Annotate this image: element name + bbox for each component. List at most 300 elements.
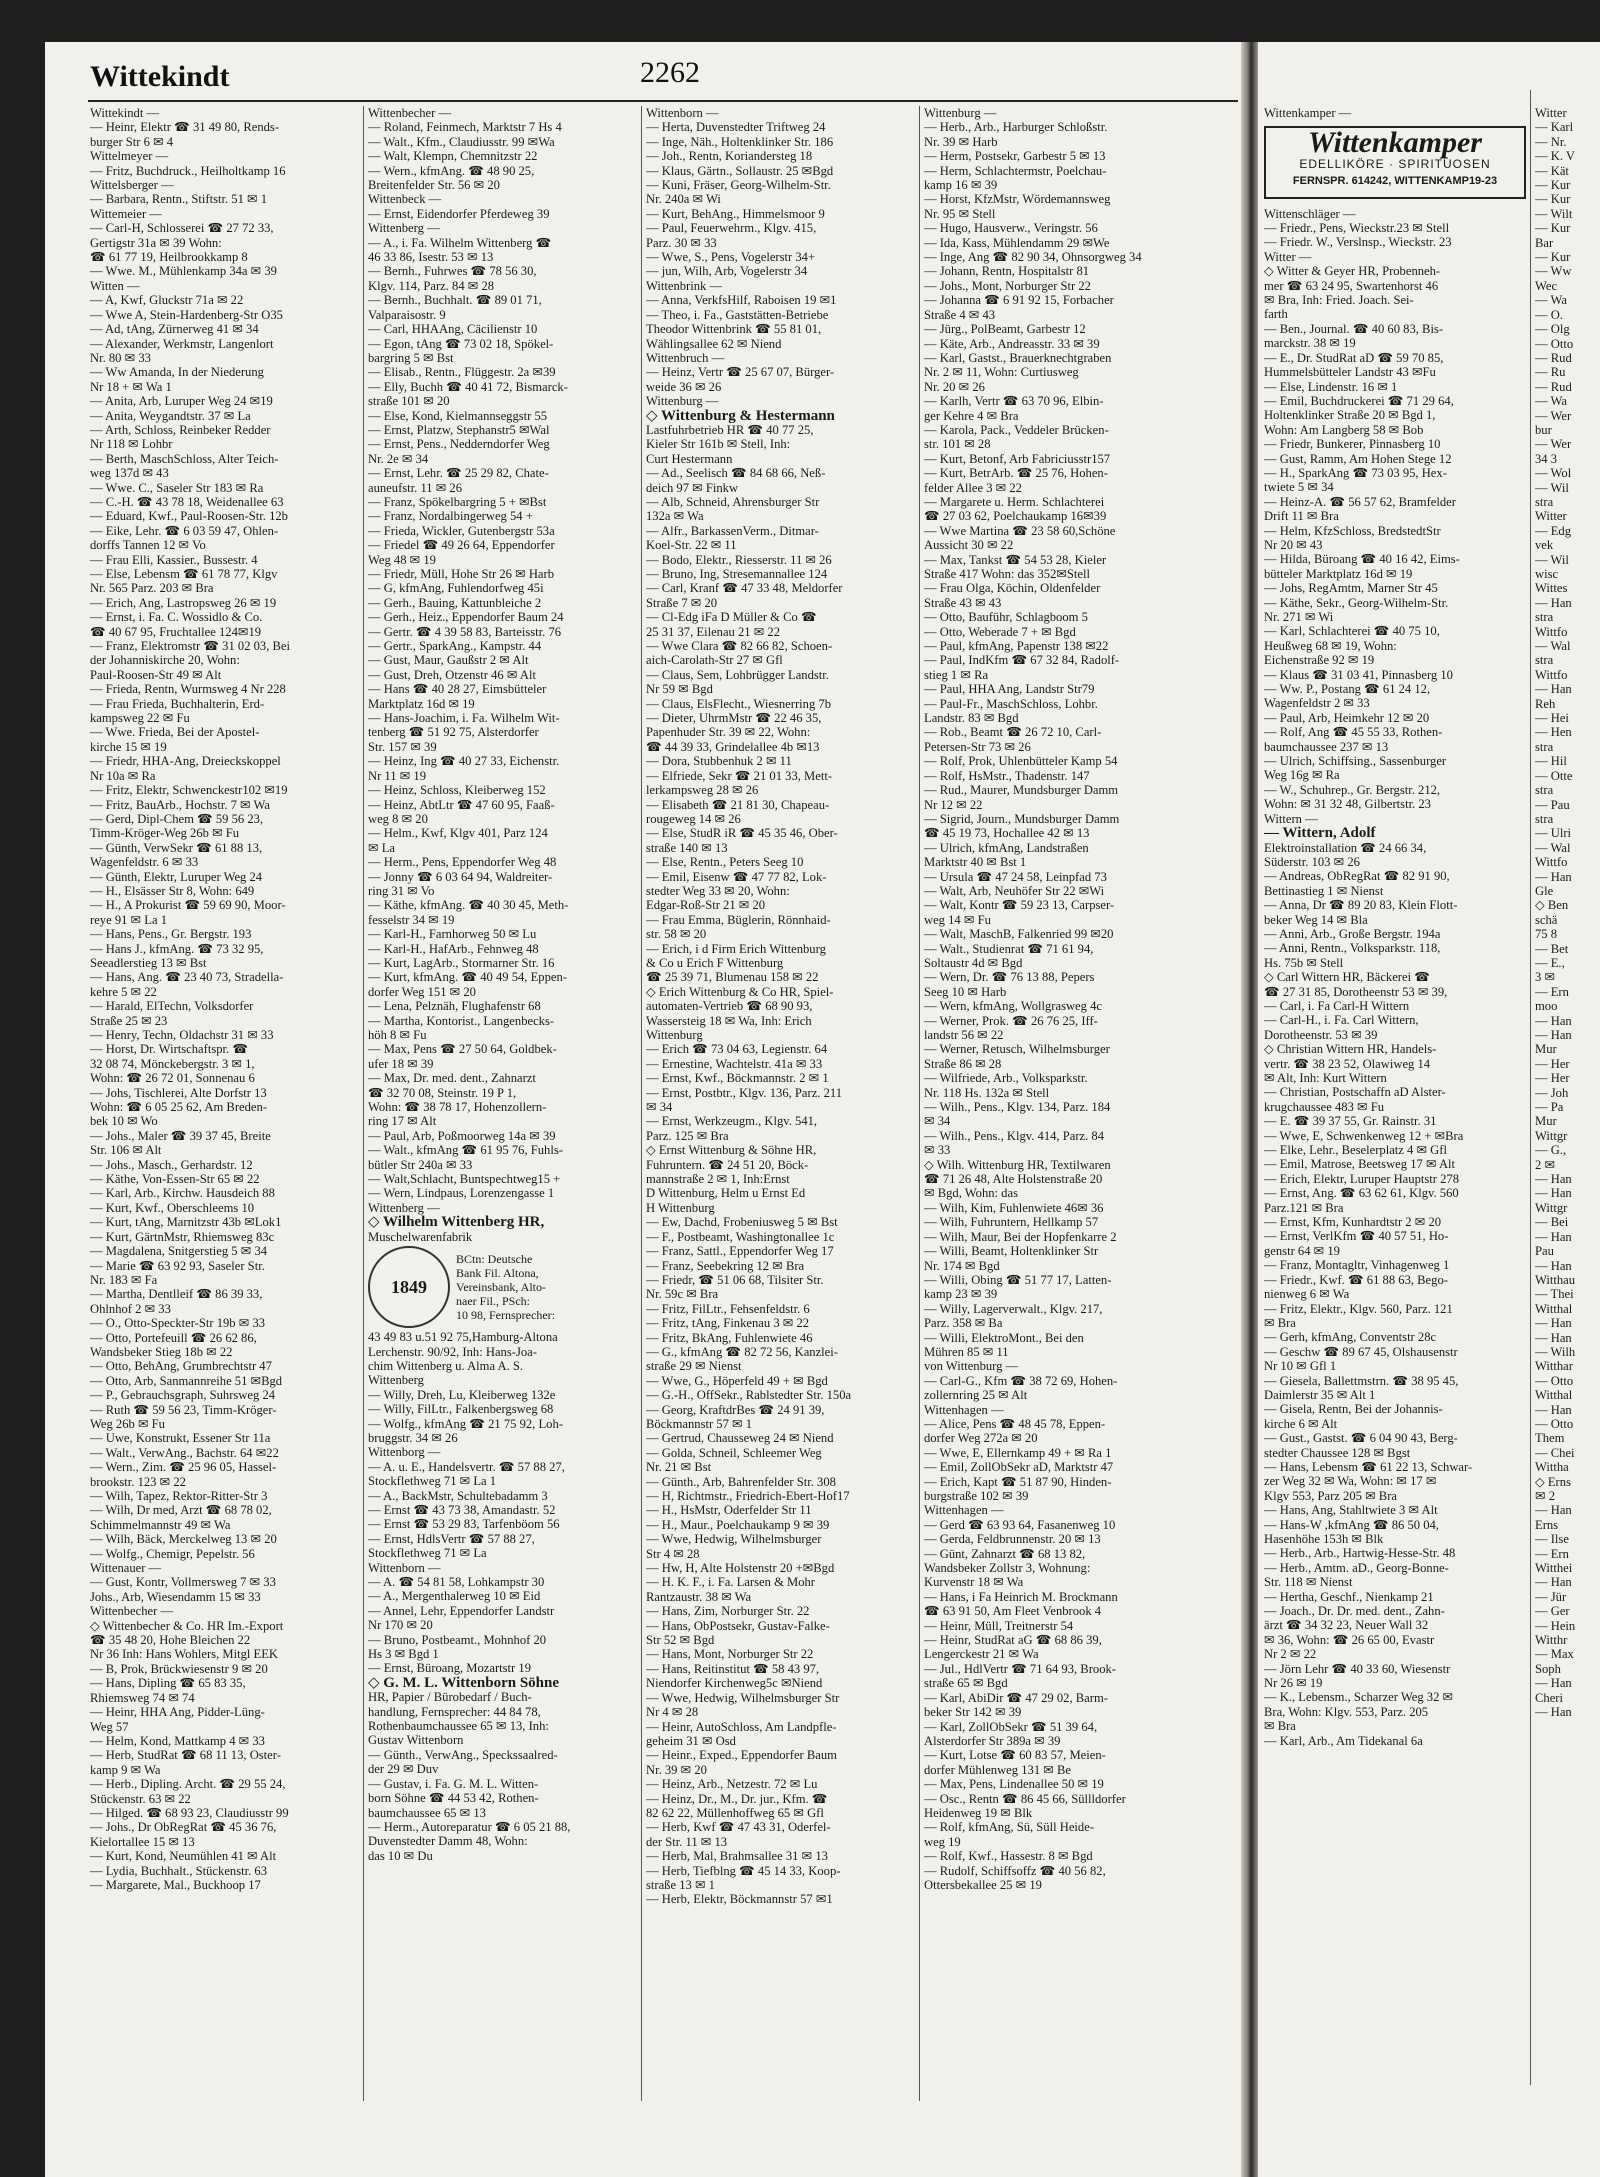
directory-entry-line: — Ida, Kass, Mühlendamm 29 ✉We [924,235,1110,250]
directory-entry-line: fesselstr 34 ✉ 19 [368,912,455,927]
directory-entry-line: — Carl-H., i. Fa. Carl Wittern, [1264,1013,1419,1028]
directory-entry-line: — Wilh, Tapez, Rektor-Ritter-Str 3 [90,1489,268,1503]
directory-entry-line: — Heinz, Arb., Netzestr. 72 ✉ Lu [646,1777,818,1792]
directory-entry-line: Weg 26b ✉ Fu [90,1416,165,1431]
directory-entry-line: — Gertr. ☎ 4 39 58 83, Barteisstr. 76 [368,624,562,639]
directory-entry-line: ärzt ☎ 34 32 23, Neuer Wall 32 [1264,1618,1429,1633]
directory-entry-line: Reh [1535,696,1556,711]
directory-entry-line: Seeadlerstieg 13 ✉ Bst [90,955,207,970]
directory-entry-line: — Friedr., Pens, Wieckstr.23 ✉ Stell [1264,221,1450,236]
directory-entry-line: — Paul, kfmAng, Papenstr 138 ✉22 [924,639,1109,654]
directory-entry-line: — Kurt, Kwf., Oberschleems 10 [90,1200,255,1215]
directory-entry-line: — Gertrud, Chausseweg 24 ✉ Niend [646,1431,834,1446]
directory-entry-line: — Friedr., Kwf. ☎ 61 88 63, Bego- [1264,1272,1448,1287]
directory-entry-line: — Wern, kfmAng, Wollgrasweg 4c [924,999,1102,1014]
directory-entry-line: — K., Lebensm., Scharzer Weg 32 ✉ [1264,1690,1454,1705]
directory-entry-line: — Walt, Klempn, Chemnitzstr 22 [368,149,538,164]
directory-entry-line: Kieler Str 161b ✉ Stell, Inh: [646,437,791,452]
directory-entry-line: ger Kehre 4 ✉ Bra [924,408,1019,423]
directory-entry-line: — Hans, ObPostsekr, Gustav-Falke- [646,1618,830,1633]
directory-entry-line: ✉ 2 [1535,1489,1555,1503]
directory-entry-line: — Wittern, Adolf [1264,826,1376,841]
directory-entry-line: — Rolf, Kwf., Hassestr. 8 ✉ Bgd [924,1849,1093,1864]
directory-entry-line: Straße 7 ✉ 20 [646,595,718,610]
directory-entry-line: 43 49 83 u.51 92 75,Hamburg-Altona [368,1330,558,1345]
directory-entry-line: ◇ Erns [1535,1474,1571,1489]
directory-entry-line: Wittfo [1535,624,1568,639]
ad-logo: Wittenkamper [1308,126,1482,160]
directory-entry-line: — Gust, Dreh, Otzenstr 46 ✉ Alt [368,667,536,682]
directory-entry-line: — Gerh., Heiz., Eppendorfer Baum 24 [368,610,564,625]
directory-entry-line: Wagenfeldstr 2 ✉ 33 [1264,696,1370,711]
directory-entry-line: rougeweg 14 ✉ 26 [646,811,741,826]
directory-entry-line: — Ernst, Ang. ☎ 63 62 61, Klgv. 560 [1264,1186,1459,1201]
directory-entry-line: Str. 118 ✉ Nienst [1264,1575,1353,1590]
directory-entry-line: — Emil, Buchdruckerei ☎ 71 29 64, [1264,393,1454,408]
directory-entry-line: — Franz, Nordalbingerweg 54 + [368,509,533,524]
directory-entry-line: — Han [1535,1028,1572,1042]
directory-entry-line: — Ulrich, Schiffsing., Sassenburger [1264,754,1447,769]
directory-entry-line: farth [1264,307,1288,322]
directory-entry-line: — Carl, Kranf ☎ 47 33 48, Meldorfer [646,581,843,596]
directory-entry-line: — Otto, Portefeuill ☎ 26 62 86, [90,1330,257,1345]
directory-entry-line: — H., HsMstr, Oderfelder Str 11 [646,1503,812,1518]
directory-entry-line: — Wa [1535,293,1567,308]
directory-entry-line: Heußweg 68 ✉ 19, Wohn: [1264,638,1397,653]
directory-entry-line: — Herm., Autoreparatur ☎ 6 05 21 88, [368,1819,571,1834]
directory-entry-line: born Söhne ☎ 44 53 42, Rothen- [368,1791,539,1806]
directory-entry-line: — Ulrich, kfmAng, Landstraßen [924,840,1089,855]
directory-entry-line: ✉ Bra [1264,1719,1296,1734]
directory-entry-line: — Kur [1535,192,1571,207]
directory-entry-line: Wittenschläger — [1264,206,1356,221]
directory-entry-line: bütteler Marktplatz 16d ✉ 19 [1264,566,1413,581]
directory-entry-line: — Andreas, ObRegRat ☎ 82 91 90, [1264,869,1450,884]
directory-entry-line: — Heinr., Exped., Eppendorfer Baum [646,1748,837,1763]
directory-entry-line: — Hertha, Geschf., Nienkamp 21 [1264,1589,1434,1604]
directory-entry-line: — Ruth ☎ 59 56 23, Timm-Kröger- [90,1402,277,1417]
directory-entry-line: — Wal [1535,840,1571,855]
directory-entry-line: — Herb, Mal, Brahmsallee 31 ✉ 13 [646,1849,828,1864]
directory-entry-line: — Franz, Seebekring 12 ✉ Bra [646,1258,805,1273]
directory-entry-line: 34 3 [1535,451,1558,466]
directory-entry-line: — Wwe, Hedwig, Wilhelmsburger Str [646,1690,840,1705]
directory-entry-line: — Hans, Mont, Norburger Str 22 [646,1647,814,1662]
directory-entry-line: — Bei [1535,1215,1569,1230]
directory-entry-line: — Henry, Techn, Oldachstr 31 ✉ 33 [90,1028,274,1042]
directory-entry-line: — Alb, Schneid, Ahrensburger Str [646,494,820,509]
directory-entry-line: — Otto [1535,1416,1574,1431]
directory-entry-line: von Wittenburg — [924,1359,1019,1374]
directory-entry-line: — Paul, Arb, Poßmoorweg 14a ✉ 39 [368,1128,556,1143]
directory-entry-line: Niendorfer Kirchenweg5c ✉Niend [646,1676,823,1691]
directory-entry-line: — Herb, Kwf ☎ 47 43 31, Oderfel- [646,1820,831,1835]
directory-entry-line: — Otto, Weberade 7 + ✉ Bgd [924,624,1076,639]
directory-entry-line: deich 97 ✉ Finkw [646,480,739,495]
directory-entry-line: Witthei [1535,1561,1573,1576]
directory-entry-line: str. 58 ✉ 20 [646,927,707,942]
directory-entry-line: — Ern [1535,1546,1569,1561]
directory-entry-line: — Hans, Zim, Norburger Str. 22 [646,1604,810,1619]
directory-entry-line: — Fritz, tAng, Finkenau 3 ✉ 22 [646,1316,810,1331]
directory-entry-line: — Elisabeth ☎ 21 81 30, Chapeau- [646,797,830,812]
directory-entry-line: stra [1535,494,1554,509]
directory-entry-line: Bar [1535,235,1554,250]
directory-entry-line: Heidenweg 19 ✉ Blk [924,1805,1033,1820]
directory-entry-line: — Gerh, kfmAng, Conventstr 28c [1264,1330,1437,1345]
directory-entry-line: — Ernst, Platzw, Stephanstr5 ✉Wal [368,422,550,437]
directory-entry-line: Wittenhagen — [924,1503,1004,1518]
directory-entry-line: felder Allee 3 ✉ 22 [924,480,1022,495]
directory-entry-line: — Hilged. ☎ 68 93 23, Claudiusstr 99 [90,1805,289,1820]
directory-entry-line: — Franz, Montagltr, Vinhagenweg 1 [1264,1258,1450,1273]
directory-entry-line: — Ern [1535,984,1569,999]
directory-entry-line: — Gertr., SparkAng., Kampstr. 44 [368,639,542,654]
directory-entry-line: — Alice, Pens ☎ 48 45 78, Eppen- [924,1416,1106,1431]
directory-column-5 [1264,106,1526,1748]
directory-entry-line: — Kurt, Betonf, Arb Fabriciusstr157 [924,451,1111,466]
directory-entry-line: — Ernst, Büroang, Mozartstr 19 [368,1661,531,1676]
directory-entry-line: — Wwe, E, Ellernkamp 49 + ✉ Ra 1 [924,1445,1112,1460]
directory-entry-line: — Sigrid, Journ., Mundsburger Damm [924,811,1120,826]
directory-entry-line: Nr. 183 ✉ Fa [90,1272,158,1287]
directory-entry-line: dorfer Mühlenweg 131 ✉ Be [924,1762,1071,1777]
directory-entry-line: — Ernst, i. Fa. C. Wossidlo & Co. [90,610,263,625]
page-header-title: Wittekindt [90,60,230,93]
directory-entry-line: — Bruno, Postbeamt., Mohnhof 20 [368,1632,547,1647]
directory-entry-line: straße 13 ✉ 1 [646,1877,715,1892]
directory-entry-line: — E., [1535,955,1565,970]
directory-entry-line: ◇ Wittenburg & Hestermann [646,408,835,423]
directory-entry-line: — Gust, Maur, Gaußstr 2 ✉ Alt [368,653,529,668]
directory-entry-line: — Hans, Lebensm ☎ 61 22 13, Schwar- [1264,1459,1473,1474]
directory-entry-line: — G, kfmAng, Fuhlendorfweg 45i [368,581,544,596]
directory-entry-line: Ohlnhof 2 ✉ 33 [90,1301,171,1316]
directory-entry-line: kirche 15 ✉ 19 [90,739,167,754]
directory-entry-line: — Martha, Kontorist., Langenbecks- [368,1013,555,1028]
directory-entry-line: 25 31 37, Eilenau 21 ✉ 22 [646,624,781,639]
directory-entry-line: — Herb, StudRat ☎ 68 11 13, Oster- [90,1748,281,1763]
directory-entry-line: 132a ✉ Wa [646,509,704,524]
directory-entry-line: Wittgr [1535,1128,1568,1143]
directory-entry-line: ◇ Witter & Geyer HR, Probenneh- [1264,264,1441,279]
directory-entry-line: — Walt., VerwAng., Bachstr. 64 ✉22 [90,1445,279,1460]
directory-entry-line: bargring 5 ✉ Bst [368,350,454,365]
directory-entry-line: — Anna, Dr ☎ 89 20 83, Klein Flott- [1264,898,1458,913]
directory-entry-line: chim Wittenberg u. Alma A. S. [368,1358,524,1373]
directory-entry-line: Weg 48 ✉ 19 [368,552,436,567]
directory-entry-line: — Christian, Postschaffn aD Alster- [1264,1085,1446,1100]
directory-entry-line: — Paul, Feuerwehrm., Klgv. 415, [646,221,817,236]
book-gutter [1241,42,1258,2177]
directory-entry-line: zollernring 25 ✉ Alt [924,1388,1028,1403]
directory-entry-line: Nr 12 ✉ 22 [924,797,983,812]
directory-entry-line: Paul-Roosen-Str 49 ✉ Alt [90,667,222,682]
directory-entry-line: — Karl, Schlachterei ☎ 40 75 10, [1264,624,1440,639]
directory-entry-line: — Hans ☎ 40 28 27, Eimsbütteler [368,682,547,697]
directory-entry-line: — Wilh, Fuhruntern, Hellkamp 57 [924,1215,1099,1230]
directory-entry-line: — Theo, i. Fa., Gaststätten-Betriebe [646,307,829,322]
directory-entry-line: Soph [1535,1661,1561,1676]
directory-entry-line: Nr. 39 ✉ Harb [924,134,998,149]
directory-entry-line: — Ernst, VerlKfm ☎ 40 57 51, Ho- [1264,1229,1449,1244]
directory-entry-line: straße 140 ✉ 13 [646,840,728,855]
directory-entry-line: — Günth, Elektr, Luruper Weg 24 [90,869,263,884]
directory-entry-line: Ottersbekallee 25 ✉ 19 [924,1877,1042,1892]
header-rule [88,100,1238,102]
directory-entry-line: der Johanniskirche 20, Wohn: [90,653,240,668]
directory-entry-line: — Frau Elli, Kassier., Bussestr. 4 [90,552,258,567]
directory-entry-line: — Günt, Zahnarzt ☎ 68 13 82, [924,1546,1086,1561]
directory-entry-line: Wittgr [1535,1200,1568,1215]
directory-entry-line: ◇ Wittenbecher & Co. HR Im.-Export [90,1618,284,1633]
directory-entry-line: Daimlerstr 35 ✉ Alt 1 [1264,1387,1376,1402]
directory-entry-line: Wittenburg [646,1028,703,1042]
directory-column-3 [646,106,914,1907]
directory-entry-line: — Golda, Schneil, Schleemer Weg [646,1445,822,1460]
directory-entry-line: Wittenburg — [646,394,719,409]
directory-entry-line: — Herta, Duvenstedter Triftweg 24 [646,120,826,135]
directory-entry-line: ☎ 45 19 73, Hochallee 42 ✉ 13 [924,826,1090,841]
directory-entry-line: kamp 9 ✉ Wa [90,1762,161,1777]
directory-entry-line: ☎ 61 77 19, Heilbrookkamp 8 [90,250,248,265]
directory-entry-line: — Karl, Arb., Kirchw. Hausdeich 88 [90,1186,275,1201]
directory-entry-line: — Herb., Amtm. aD., Georg-Bonne- [1264,1560,1449,1575]
directory-entry-line: — Margarete, Mal., Buckhoop 17 [90,1877,261,1892]
directory-entry-line: Wittemeier — [90,206,162,221]
directory-entry-line: — Edg [1535,523,1572,538]
directory-entry-line: — Erich, Kapt ☎ 51 87 90, Hinden- [924,1474,1112,1489]
directory-entry-line: Parz. 125 ✉ Bra [646,1128,729,1143]
directory-entry-line: Erns [1535,1517,1559,1532]
directory-entry-line: — Joh [1535,1085,1569,1100]
directory-entry-line: 2 ✉ [1535,1157,1555,1172]
directory-entry-line: Witter [1535,106,1567,120]
directory-entry-line: — Friedel ☎ 49 26 64, Eppendorfer [368,538,555,553]
directory-entry-line: — Max, Tankst ☎ 54 53 28, Kieler [924,552,1107,567]
directory-entry-line: Nr. 2e ✉ 34 [368,451,429,466]
directory-entry-line: — Wwe. M., Mühlenkamp 34a ✉ 39 [90,264,277,279]
directory-entry-line: — Friedr, Müll, Hohe Str 26 ✉ Harb [368,567,554,581]
directory-entry-line: landstr 56 ✉ 22 [924,1028,1004,1042]
directory-entry-line: Nr 20 ✉ 43 [1264,537,1323,552]
directory-entry-line: — A. u. E., Handelsvertr. ☎ 57 88 27, [368,1459,565,1474]
directory-entry-line: — Heinr, AutoSchloss, Am Landpfle- [646,1719,837,1734]
directory-entry-line: Klgv 553, Parz 205 ✉ Bra [1264,1488,1397,1503]
directory-entry-line: Straße 43 ✉ 43 [924,595,1002,610]
directory-entry-line: Wittfo [1535,667,1568,682]
directory-entry-line: reye 91 ✉ La 1 [90,912,167,927]
directory-entry-line: — Erich, i d Firm Erich Wittenburg [646,941,826,956]
directory-entry-line: — Carl-G., Kfm ☎ 38 72 69, Hohen- [924,1373,1118,1388]
directory-entry-line: Johs., Arb, Wiesendamm 15 ✉ 33 [90,1589,261,1604]
directory-entry-line: Nr. 80 ✉ 33 [90,350,151,365]
directory-entry-line: Gle [1535,883,1554,898]
directory-entry-line: kampsweg 22 ✉ Fu [90,711,190,726]
directory-entry-line: ☎ 32 70 08, Steinstr. 19 P 1, [368,1085,517,1100]
directory-entry-line: Wittenbruch — [646,350,725,365]
directory-entry-line: Nr 36 Inh: Hans Wohlers, Mitgl EEK [90,1647,278,1662]
directory-entry-line: — Wern, Lindpaus, Lorenzengasse 1 [368,1186,555,1201]
directory-entry-line: Wittha [1535,1460,1569,1475]
directory-entry-line: Hummelsbütteler Landstr 43 ✉Fu [1264,365,1436,380]
directory-entry-line: kirche 6 ✉ Alt [1264,1416,1338,1431]
directory-entry-line: — Max [1535,1647,1574,1662]
directory-entry-line: — Han [1535,1676,1572,1691]
directory-entry-line: — Wwe. C., Saseler Str 183 ✉ Ra [90,480,264,495]
directory-entry-line: Nr 118 ✉ Lohbr [90,437,173,452]
directory-entry-line: ☎ 27 03 62, Poelchaukamp 16✉39 [924,509,1107,524]
directory-entry-line: — Geschw ☎ 89 67 45, Olshausenstr [1264,1344,1458,1359]
directory-entry-line: — Else, Lebensm ☎ 61 78 77, Klgv [90,567,278,581]
directory-entry-line: — Ru [1535,365,1566,380]
directory-entry-line: — Egon, tAng ☎ 73 02 18, Spökel- [368,336,554,351]
directory-entry-line: twiete 5 ✉ 34 [1264,480,1334,495]
directory-entry-line: Wittfo [1535,855,1568,870]
directory-entry-line: — Johs., Maler ☎ 39 37 45, Breite [90,1128,271,1143]
directory-entry-line: Rantzaustr. 38 ✉ Wa [646,1589,752,1604]
directory-entry-line: Straße 417 Wohn: das 352✉Stell [924,567,1091,581]
directory-entry-line: weg 14 ✉ Fu [924,912,991,927]
directory-entry-line: — Rud [1535,379,1572,394]
directory-entry-line: dorffs Tannen 12 ✉ Vo [90,538,206,553]
directory-entry-line: — Johs., Masch., Gerhardstr. 12 [90,1157,253,1172]
directory-entry-line: — Fritz, BauArb., Hochstr. 7 ✉ Wa [90,797,271,812]
directory-entry-line: Rhiemsweg 74 ✉ 74 [90,1690,195,1705]
directory-entry-line: ☎ 71 26 48, Alte Holstenstraße 20 [924,1172,1103,1187]
directory-entry-line: — Emil, ZollObSekr aD, Marktstr 47 [924,1460,1114,1475]
directory-entry-line: — Käthe, Sekr., Georg-Wilhelm-Str. [1264,595,1449,610]
directory-entry-line: — Fritz, Buchdruck., Heilholtkamp 16 [90,163,286,178]
directory-entry-line: HR, Papier / Bürobedarf / Buch- [368,1690,532,1705]
directory-entry-line: vertr. ☎ 38 23 52, Olawiweg 14 [1264,1056,1431,1071]
directory-entry-line: marckstr. 38 ✉ 19 [1264,336,1356,351]
directory-entry-line: Aussicht 30 ✉ 22 [924,538,1014,553]
directory-entry-line: — Ben., Journal. ☎ 40 60 83, Bis- [1264,321,1444,336]
directory-entry-line: — Hans, Ang, Stahltwiete 3 ✉ Alt [1264,1503,1438,1518]
directory-entry-line: — Heinr, Müll, Treitnerstr 54 [924,1618,1074,1633]
directory-entry-line: — Anita, Arb, Luruper Weg 24 ✉19 [90,394,273,409]
directory-entry-line: — Kurt, Kond, Neumühlen 41 ✉ Alt [90,1849,277,1864]
directory-entry-line: Wohn: Am Langberg 58 ✉ Bob [1264,422,1424,437]
directory-entry-line: Gustav Wittenborn [368,1733,464,1748]
directory-entry-line: — Else, Rentn., Peters Seeg 10 [646,855,804,870]
directory-entry-line: tenberg ☎ 51 92 75, Alsterdorfer [368,725,539,740]
directory-entry-line: der Str. 11 ✉ 13 [646,1834,728,1849]
directory-entry-line: Weg 16g ✉ Ra [1264,768,1340,783]
directory-entry-line: — Berth, MaschSchloss, Alter Teich- [90,451,279,466]
directory-entry-line: vek [1535,538,1554,553]
directory-entry-line: — Marie ☎ 63 92 93, Saseler Str. [90,1258,265,1273]
directory-entry-line: — Otto, Bauführ, Schlagboom 5 [924,610,1088,625]
directory-entry-line: — Gerd ☎ 63 93 64, Fasanenweg 10 [924,1517,1116,1532]
directory-entry-line: ☎ 40 67 95, Fruchtallee 124✉19 [90,624,262,639]
directory-entry-line: Wittenbecher — [368,106,452,120]
directory-entry-line: — Hil [1535,754,1567,769]
directory-entry-line: — Bruno, Ing, Stresemannallee 124 [646,567,828,581]
directory-entry-line: Nr. 565 Parz. 203 ✉ Bra [90,581,214,596]
directory-entry-line: — Kurt, Lotse ☎ 60 83 57, Meien- [924,1748,1106,1763]
company-seal-block [368,1246,636,1328]
directory-entry-line: — Her [1535,1071,1570,1086]
directory-entry-line: — Horst, Dr. Wirtschaftspr. ☎ [90,1042,249,1057]
directory-entry-line: stedter Chaussee 128 ✉ Bgst [1264,1445,1411,1460]
directory-entry-line: — Karola, Pack., Veddeler Brücken- [924,422,1109,437]
directory-entry-line: weg 19 [924,1834,961,1849]
directory-entry-line: — Wol [1535,466,1572,481]
directory-entry-line: — Franz, Sattl., Eppendorfer Weg 17 [646,1244,834,1259]
directory-entry-line: ufer 18 ✉ 39 [368,1056,434,1071]
directory-entry-line: Kielortallee 15 ✉ 13 [90,1834,195,1849]
directory-entry-line: ✉ 34 [646,1100,673,1115]
directory-entry-line: Elektroinstallation ☎ 24 66 34, [1264,840,1427,855]
directory-entry-line: — Emil, Eisenw ☎ 47 77 82, Lok- [646,869,827,884]
directory-entry-line: schä [1535,912,1558,927]
directory-entry-line: wisc [1535,567,1559,581]
directory-entry-line: mannstraße 2 ✉ 1, Inh:Ernst [646,1172,790,1187]
directory-entry-line: Nr. 2 ✉ 11, Wohn: Curtiusweg [924,365,1079,380]
directory-entry-line: burger Str 6 ✉ 4 [90,134,174,149]
directory-entry-line: 82 62 22, Müllenhoffweg 65 ✉ Gfl [646,1805,824,1820]
directory-entry-line: — Wwe, Hedwig, Wilhelmsburger [646,1532,822,1547]
directory-entry-line: — A. ☎ 54 81 58, Lohkampstr 30 [368,1575,545,1589]
directory-entry-line: — Heinz, Ing ☎ 40 27 33, Eichenstr. [368,754,560,769]
directory-entry-line: Nr. 174 ✉ Bgd [924,1258,1000,1273]
directory-entry-line: — Emil, Matrose, Beetsweg 17 ✉ Alt [1264,1157,1456,1172]
ad-tagline: EDELLIKÖRE · SPIRITUOSEN [1299,156,1491,171]
directory-entry-line: — F., Postbeamt, Washingtonallee 1c [646,1229,835,1244]
directory-entry-line: Wittenburg — [924,106,997,120]
directory-entry-line: Kurvenstr 18 ✉ Wa [924,1575,1024,1590]
directory-entry-line: Schimmelmannstr 49 ✉ Wa [90,1517,231,1532]
directory-entry-line: automaten-Vertrieb ☎ 68 90 93, [646,999,813,1014]
directory-entry-line: — Arth, Schloss, Reinbeker Redder [90,422,271,437]
directory-entry-line: — P., Gebrauchsgraph, Suhrsweg 24 [90,1388,276,1403]
directory-entry-line: Wittenauer — [90,1561,162,1576]
directory-entry-line: — Elke, Lehr., Beselerplatz 4 ✉ Gfl [1264,1143,1447,1158]
directory-entry-line: — H., Elsässer Str 8, Wohn: 649 [90,883,255,898]
directory-entry-line: — Paul, Arb, Heimkehr 12 ✉ 20 [1264,710,1430,725]
directory-entry-line: — Chei [1535,1445,1575,1460]
directory-entry-line: — Wer [1535,408,1572,423]
directory-entry-line: aich-Carolath-Str 27 ✉ Gfl [646,653,783,668]
directory-entry-line: Witthal [1535,1388,1573,1403]
directory-entry-line: — Han [1535,1229,1572,1244]
directory-entry-line: 3 ✉ [1535,970,1555,985]
directory-entry-line: — Ww. P., Postang ☎ 61 24 12, [1264,682,1431,697]
directory-entry-line: — Dora, Stubbenhuk 2 ✉ 11 [646,754,792,769]
directory-entry-line: — Kurt, BehAng., Himmelsmoor 9 [646,206,825,221]
directory-entry-line: ☎ 63 91 50, Am Fleet Venbrook 4 [924,1604,1102,1619]
directory-entry-line: — Bernh., Fuhrwes ☎ 78 56 30, [368,264,537,279]
column-divider [641,106,642,2101]
directory-entry-line: Landstr. 83 ✉ Bgd [924,711,1019,726]
directory-entry-line: — Wilh, Maur, Bei der Hopfenkarre 2 [924,1229,1117,1244]
directory-entry-line: — Bernh., Buchhalt. ☎ 89 01 71, [368,293,542,308]
directory-entry-line: — Rudolf, Schiffsoffz ☎ 40 56 82, [924,1863,1106,1878]
directory-entry-line: — Hans-W ,kfmAng ☎ 86 50 04, [1264,1517,1439,1532]
directory-entry-line: — Willi, Beamt, Holtenklinker Str [924,1244,1099,1259]
directory-entry-line: Witter [1535,509,1567,524]
directory-entry-line: — Jürg., PolBeamt, Garbestr 12 [924,322,1086,337]
directory-entry-line: Marktstr 40 ✉ Bst 1 [924,855,1027,870]
directory-entry-line: D Wittenburg, Helm u Ernst Ed [646,1186,806,1201]
directory-entry-line: — Walt,Schlacht, Buntspechtweg15 + [368,1172,561,1187]
directory-entry-line: — Wilh., Pens., Klgv. 414, Parz. 84 [924,1128,1104,1143]
directory-entry-line: — Wilh, Dr med, Arzt ☎ 68 78 02, [90,1503,272,1518]
directory-entry-line: — Kur [1535,221,1571,236]
directory-entry-line: bütler Str 240a ✉ 33 [368,1157,473,1172]
